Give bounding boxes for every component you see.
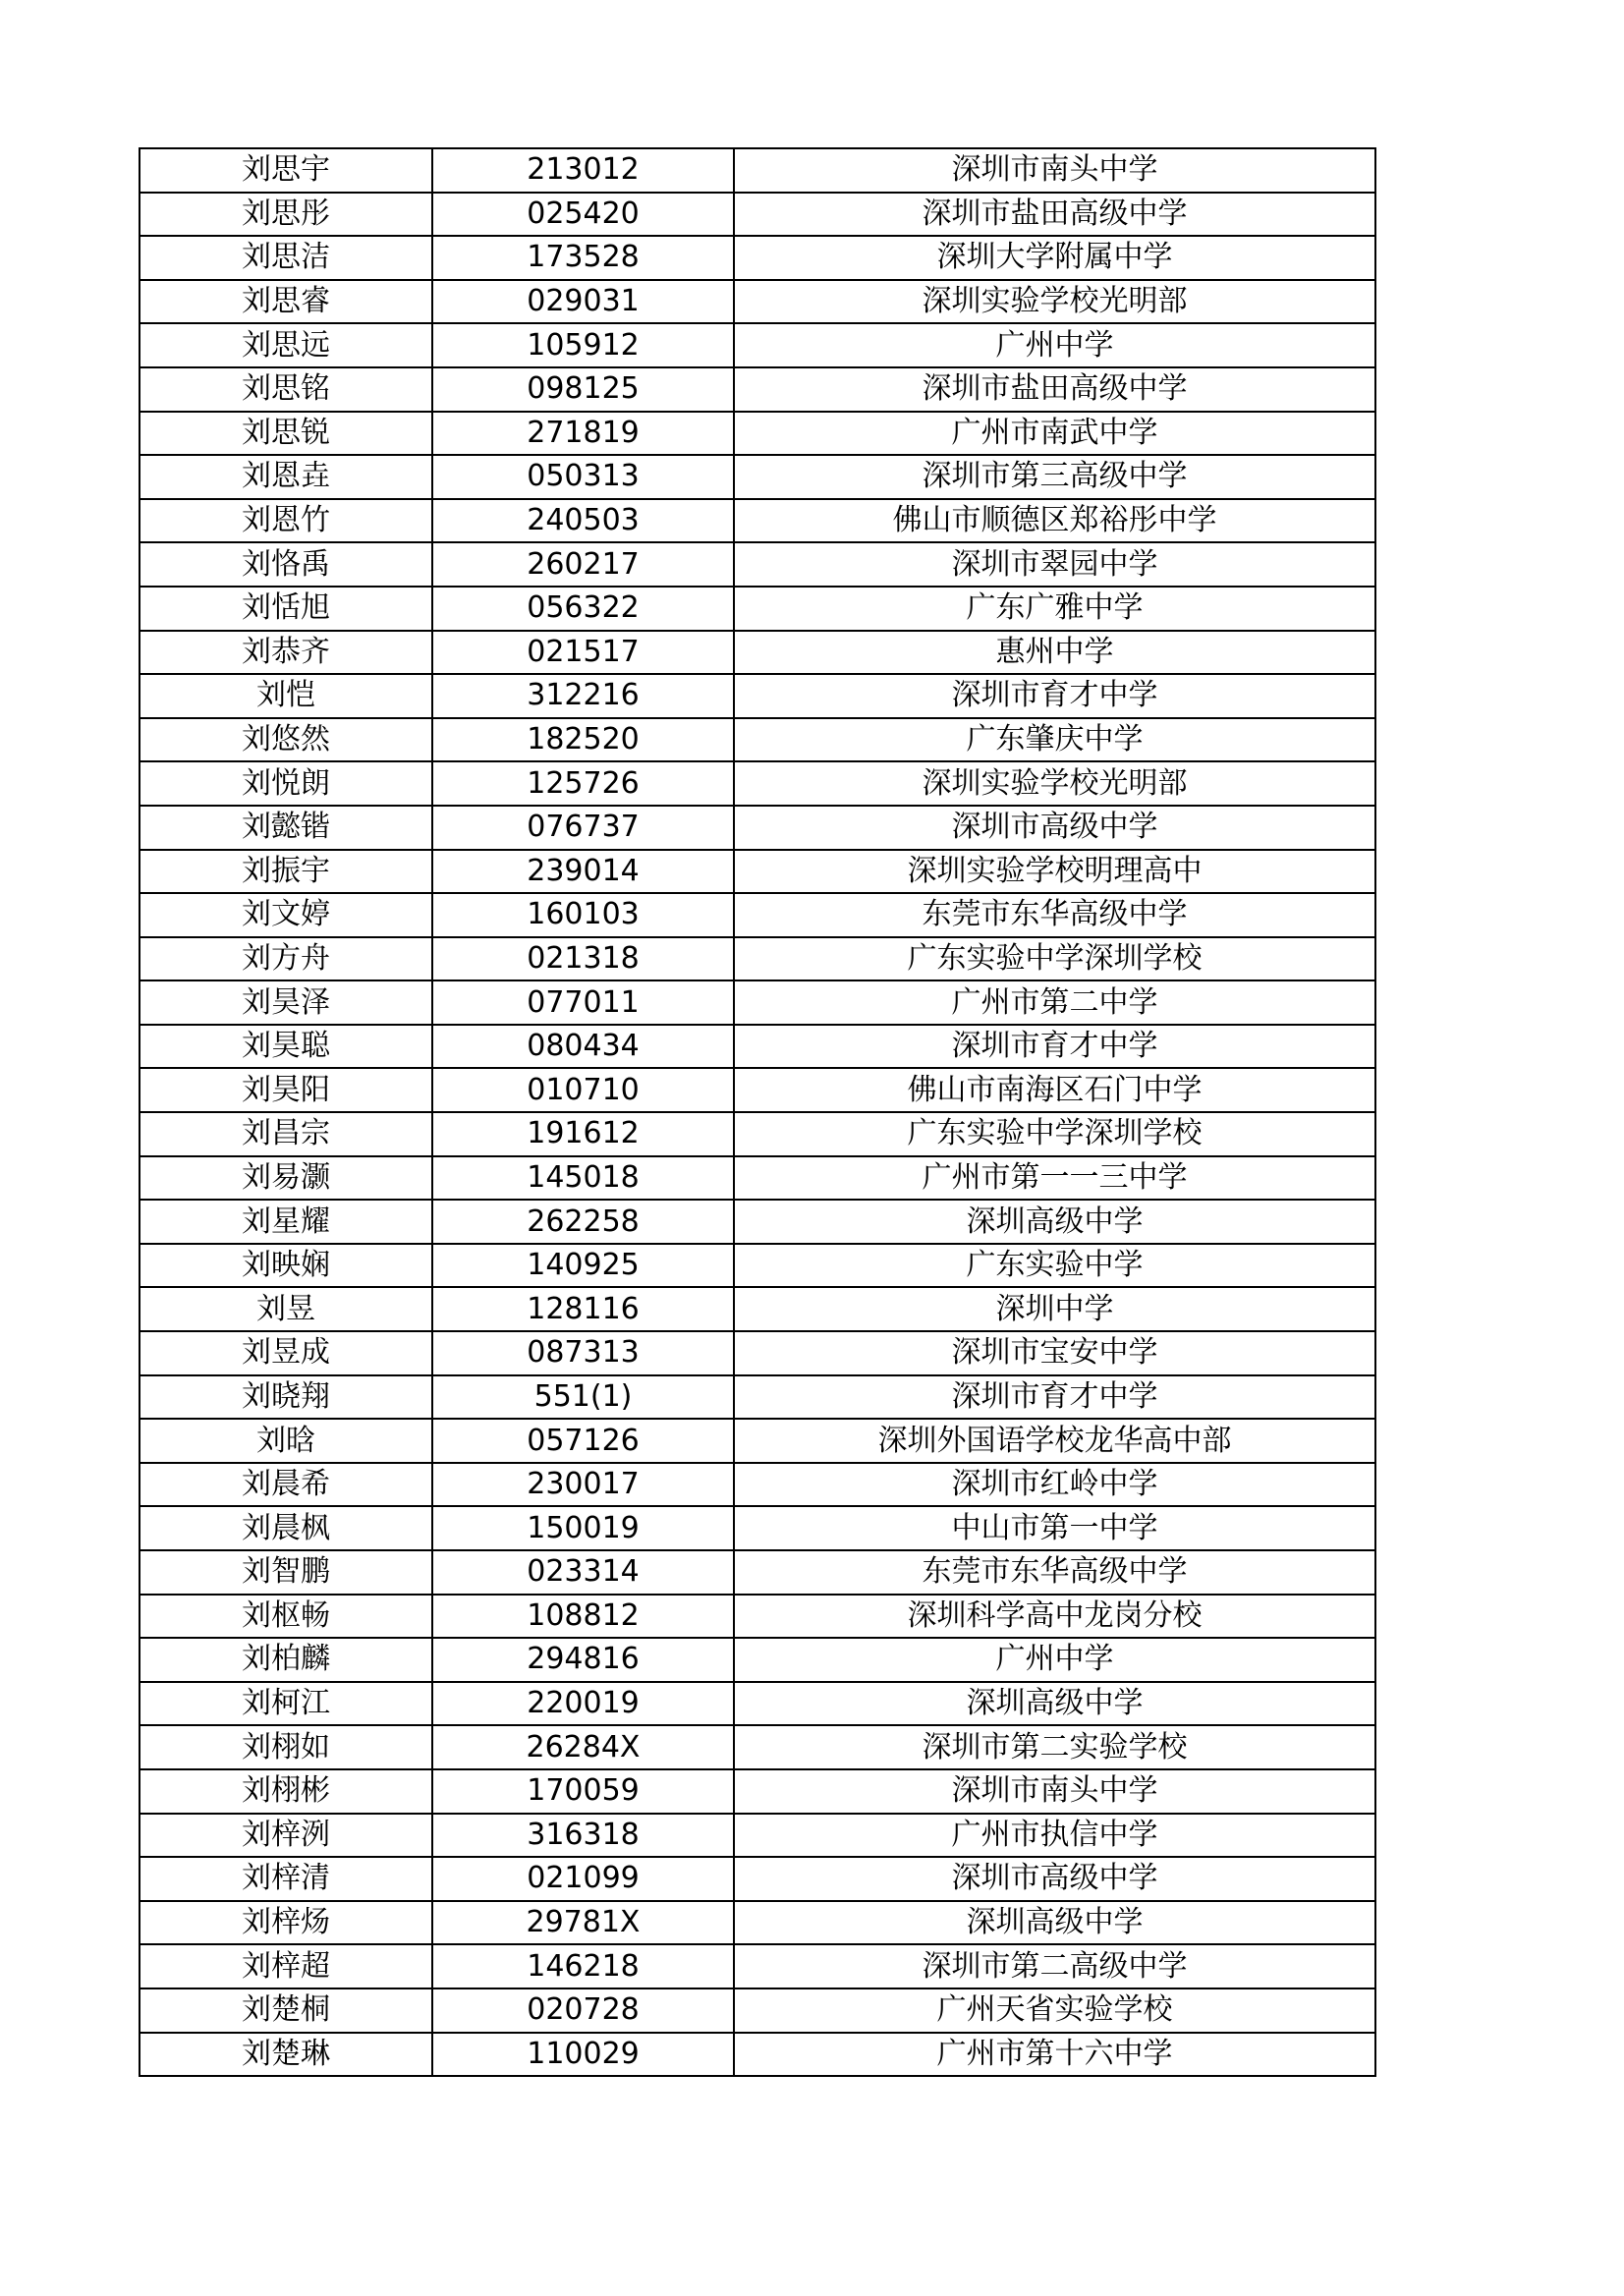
table-row xyxy=(140,1287,1375,1331)
roster-body xyxy=(140,148,1375,2076)
student-id-cell: 173528 xyxy=(432,236,734,280)
school-name-cell: 深圳实验学校明理高中 xyxy=(734,850,1375,894)
student-name-cell: 刘悠然 xyxy=(140,718,432,762)
table-row xyxy=(140,1331,1375,1375)
student-name-cell: 刘智鹏 xyxy=(140,1550,432,1595)
student-id-cell: 29781X xyxy=(432,1901,734,1945)
student-id-cell: 025420 xyxy=(432,193,734,237)
school-name-cell: 深圳高级中学 xyxy=(734,1200,1375,1244)
student-name-cell: 刘枢畅 xyxy=(140,1595,432,1639)
table-row xyxy=(140,806,1375,850)
school-name-cell: 深圳市高级中学 xyxy=(734,806,1375,850)
school-name-cell: 广州市南武中学 xyxy=(734,412,1375,456)
student-id-cell: 312216 xyxy=(432,674,734,718)
student-id-cell: 239014 xyxy=(432,850,734,894)
table-row xyxy=(140,850,1375,894)
student-name-cell: 刘昌宗 xyxy=(140,1112,432,1156)
school-name-cell: 深圳科学高中龙岗分校 xyxy=(734,1595,1375,1639)
student-name-cell: 刘柏麟 xyxy=(140,1638,432,1682)
student-id-cell: 170059 xyxy=(432,1769,734,1814)
table-row xyxy=(140,1595,1375,1639)
student-name-cell: 刘梓炀 xyxy=(140,1901,432,1945)
student-id-cell: 182520 xyxy=(432,718,734,762)
school-name-cell: 广东广雅中学 xyxy=(734,587,1375,631)
student-name-cell: 刘昊阳 xyxy=(140,1068,432,1112)
student-name-cell: 刘恩竹 xyxy=(140,499,432,543)
school-name-cell: 广州市第二中学 xyxy=(734,980,1375,1025)
student-name-cell: 刘恬旭 xyxy=(140,587,432,631)
student-name-cell: 刘楚桐 xyxy=(140,1988,432,2033)
table-row xyxy=(140,1944,1375,1988)
table-row xyxy=(140,412,1375,456)
student-name-cell: 刘思彤 xyxy=(140,193,432,237)
table-row xyxy=(140,1901,1375,1945)
student-name-cell: 刘昊泽 xyxy=(140,980,432,1025)
student-id-cell: 26284X xyxy=(432,1725,734,1769)
student-name-cell: 刘恭齐 xyxy=(140,631,432,675)
student-id-cell: 125726 xyxy=(432,761,734,806)
student-name-cell: 刘栩如 xyxy=(140,1725,432,1769)
school-name-cell: 深圳市育才中学 xyxy=(734,1025,1375,1069)
student-id-cell: 076737 xyxy=(432,806,734,850)
student-id-cell: 080434 xyxy=(432,1025,734,1069)
school-name-cell: 深圳中学 xyxy=(734,1287,1375,1331)
school-name-cell: 深圳实验学校光明部 xyxy=(734,761,1375,806)
school-name-cell: 深圳实验学校光明部 xyxy=(734,280,1375,324)
student-name-cell: 刘恺 xyxy=(140,674,432,718)
student-id-cell: 213012 xyxy=(432,148,734,193)
table-row xyxy=(140,1682,1375,1726)
table-row xyxy=(140,193,1375,237)
table-row xyxy=(140,236,1375,280)
student-name-cell: 刘思洁 xyxy=(140,236,432,280)
student-name-cell: 刘晨希 xyxy=(140,1463,432,1507)
student-name-cell: 刘梓超 xyxy=(140,1944,432,1988)
school-name-cell: 广州市执信中学 xyxy=(734,1814,1375,1858)
school-name-cell: 深圳市第三高级中学 xyxy=(734,455,1375,499)
school-name-cell: 广东肇庆中学 xyxy=(734,718,1375,762)
student-id-cell: 105912 xyxy=(432,323,734,367)
table-row xyxy=(140,631,1375,675)
school-name-cell: 深圳高级中学 xyxy=(734,1682,1375,1726)
school-name-cell: 深圳市盐田高级中学 xyxy=(734,193,1375,237)
table-row xyxy=(140,367,1375,412)
table-row xyxy=(140,1814,1375,1858)
student-id-cell: 056322 xyxy=(432,587,734,631)
student-id-cell: 145018 xyxy=(432,1156,734,1201)
school-name-cell: 广东实验中学深圳学校 xyxy=(734,1112,1375,1156)
table-row xyxy=(140,1638,1375,1682)
school-name-cell: 佛山市南海区石门中学 xyxy=(734,1068,1375,1112)
student-name-cell: 刘晗 xyxy=(140,1419,432,1463)
student-name-cell: 刘思锐 xyxy=(140,412,432,456)
table-row xyxy=(140,1988,1375,2033)
student-name-cell: 刘映娴 xyxy=(140,1244,432,1288)
table-row xyxy=(140,1156,1375,1201)
student-id-cell: 262258 xyxy=(432,1200,734,1244)
school-name-cell: 深圳市第二高级中学 xyxy=(734,1944,1375,1988)
school-name-cell: 东莞市东华高级中学 xyxy=(734,1550,1375,1595)
student-name-cell: 刘悦朗 xyxy=(140,761,432,806)
student-name-cell: 刘恩垚 xyxy=(140,455,432,499)
table-row xyxy=(140,1025,1375,1069)
school-name-cell: 广州市第十六中学 xyxy=(734,2033,1375,2077)
table-row xyxy=(140,587,1375,631)
roster-table xyxy=(139,147,1376,2077)
student-id-cell: 260217 xyxy=(432,542,734,587)
student-id-cell: 050313 xyxy=(432,455,734,499)
student-id-cell: 029031 xyxy=(432,280,734,324)
student-name-cell: 刘晓翔 xyxy=(140,1375,432,1420)
table-row xyxy=(140,674,1375,718)
table-row xyxy=(140,893,1375,937)
school-name-cell: 广州市第一一三中学 xyxy=(734,1156,1375,1201)
school-name-cell: 广州天省实验学校 xyxy=(734,1988,1375,2033)
student-name-cell: 刘思远 xyxy=(140,323,432,367)
student-name-cell: 刘恪禹 xyxy=(140,542,432,587)
student-name-cell: 刘柯江 xyxy=(140,1682,432,1726)
school-name-cell: 深圳大学附属中学 xyxy=(734,236,1375,280)
student-name-cell: 刘文婷 xyxy=(140,893,432,937)
student-id-cell: 160103 xyxy=(432,893,734,937)
school-name-cell: 深圳市南头中学 xyxy=(734,1769,1375,1814)
table-row xyxy=(140,1463,1375,1507)
table-row xyxy=(140,1419,1375,1463)
student-name-cell: 刘昱成 xyxy=(140,1331,432,1375)
student-name-cell: 刘易灏 xyxy=(140,1156,432,1201)
school-name-cell: 深圳市第二实验学校 xyxy=(734,1725,1375,1769)
student-id-cell: 021517 xyxy=(432,631,734,675)
school-name-cell: 深圳市育才中学 xyxy=(734,674,1375,718)
school-name-cell: 东莞市东华高级中学 xyxy=(734,893,1375,937)
table-row xyxy=(140,1200,1375,1244)
student-name-cell: 刘振宇 xyxy=(140,850,432,894)
school-name-cell: 深圳外国语学校龙华高中部 xyxy=(734,1419,1375,1463)
table-row xyxy=(140,1550,1375,1595)
table-row xyxy=(140,1725,1375,1769)
table-row xyxy=(140,499,1375,543)
table-row xyxy=(140,1112,1375,1156)
table-row xyxy=(140,980,1375,1025)
school-name-cell: 惠州中学 xyxy=(734,631,1375,675)
student-name-cell: 刘梓清 xyxy=(140,1857,432,1901)
student-id-cell: 316318 xyxy=(432,1814,734,1858)
student-id-cell: 128116 xyxy=(432,1287,734,1331)
student-name-cell: 刘懿锴 xyxy=(140,806,432,850)
school-name-cell: 深圳市育才中学 xyxy=(734,1375,1375,1420)
school-name-cell: 深圳市高级中学 xyxy=(734,1857,1375,1901)
student-id-cell: 191612 xyxy=(432,1112,734,1156)
school-name-cell: 深圳高级中学 xyxy=(734,1901,1375,1945)
school-name-cell: 深圳市南头中学 xyxy=(734,148,1375,193)
school-name-cell: 佛山市顺德区郑裕彤中学 xyxy=(734,499,1375,543)
table-row xyxy=(140,937,1375,981)
student-name-cell: 刘思铭 xyxy=(140,367,432,412)
student-id-cell: 294816 xyxy=(432,1638,734,1682)
table-row xyxy=(140,1857,1375,1901)
student-id-cell: 220019 xyxy=(432,1682,734,1726)
student-name-cell: 刘栩彬 xyxy=(140,1769,432,1814)
student-name-cell: 刘思宇 xyxy=(140,148,432,193)
table-row xyxy=(140,718,1375,762)
school-name-cell: 广东实验中学 xyxy=(734,1244,1375,1288)
student-id-cell: 140925 xyxy=(432,1244,734,1288)
table-row xyxy=(140,323,1375,367)
student-id-cell: 146218 xyxy=(432,1944,734,1988)
student-id-cell: 098125 xyxy=(432,367,734,412)
student-id-cell: 010710 xyxy=(432,1068,734,1112)
student-name-cell: 刘晨枫 xyxy=(140,1506,432,1550)
student-id-cell: 021099 xyxy=(432,1857,734,1901)
student-name-cell: 刘方舟 xyxy=(140,937,432,981)
roster-sheet xyxy=(139,147,1376,2077)
table-row xyxy=(140,1244,1375,1288)
student-name-cell: 刘梓洌 xyxy=(140,1814,432,1858)
school-name-cell: 深圳市盐田高级中学 xyxy=(734,367,1375,412)
table-row xyxy=(140,542,1375,587)
student-name-cell: 刘楚琳 xyxy=(140,2033,432,2077)
student-id-cell: 087313 xyxy=(432,1331,734,1375)
student-id-cell: 150019 xyxy=(432,1506,734,1550)
table-row xyxy=(140,148,1375,193)
student-id-cell: 230017 xyxy=(432,1463,734,1507)
student-id-cell: 020728 xyxy=(432,1988,734,2033)
table-row xyxy=(140,1506,1375,1550)
school-name-cell: 深圳市红岭中学 xyxy=(734,1463,1375,1507)
school-name-cell: 广州中学 xyxy=(734,323,1375,367)
student-id-cell: 551(1) xyxy=(432,1375,734,1420)
student-name-cell: 刘昱 xyxy=(140,1287,432,1331)
school-name-cell: 中山市第一中学 xyxy=(734,1506,1375,1550)
student-id-cell: 023314 xyxy=(432,1550,734,1595)
table-row xyxy=(140,1068,1375,1112)
student-name-cell: 刘思睿 xyxy=(140,280,432,324)
table-row xyxy=(140,1375,1375,1420)
student-id-cell: 077011 xyxy=(432,980,734,1025)
table-row xyxy=(140,761,1375,806)
student-id-cell: 271819 xyxy=(432,412,734,456)
student-id-cell: 110029 xyxy=(432,2033,734,2077)
school-name-cell: 深圳市翠园中学 xyxy=(734,542,1375,587)
table-row xyxy=(140,1769,1375,1814)
student-id-cell: 057126 xyxy=(432,1419,734,1463)
table-row xyxy=(140,2033,1375,2077)
school-name-cell: 广州中学 xyxy=(734,1638,1375,1682)
school-name-cell: 深圳市宝安中学 xyxy=(734,1331,1375,1375)
student-id-cell: 021318 xyxy=(432,937,734,981)
student-id-cell: 108812 xyxy=(432,1595,734,1639)
student-name-cell: 刘昊聪 xyxy=(140,1025,432,1069)
school-name-cell: 广东实验中学深圳学校 xyxy=(734,937,1375,981)
student-name-cell: 刘星耀 xyxy=(140,1200,432,1244)
table-row xyxy=(140,280,1375,324)
table-row xyxy=(140,455,1375,499)
student-id-cell: 240503 xyxy=(432,499,734,543)
